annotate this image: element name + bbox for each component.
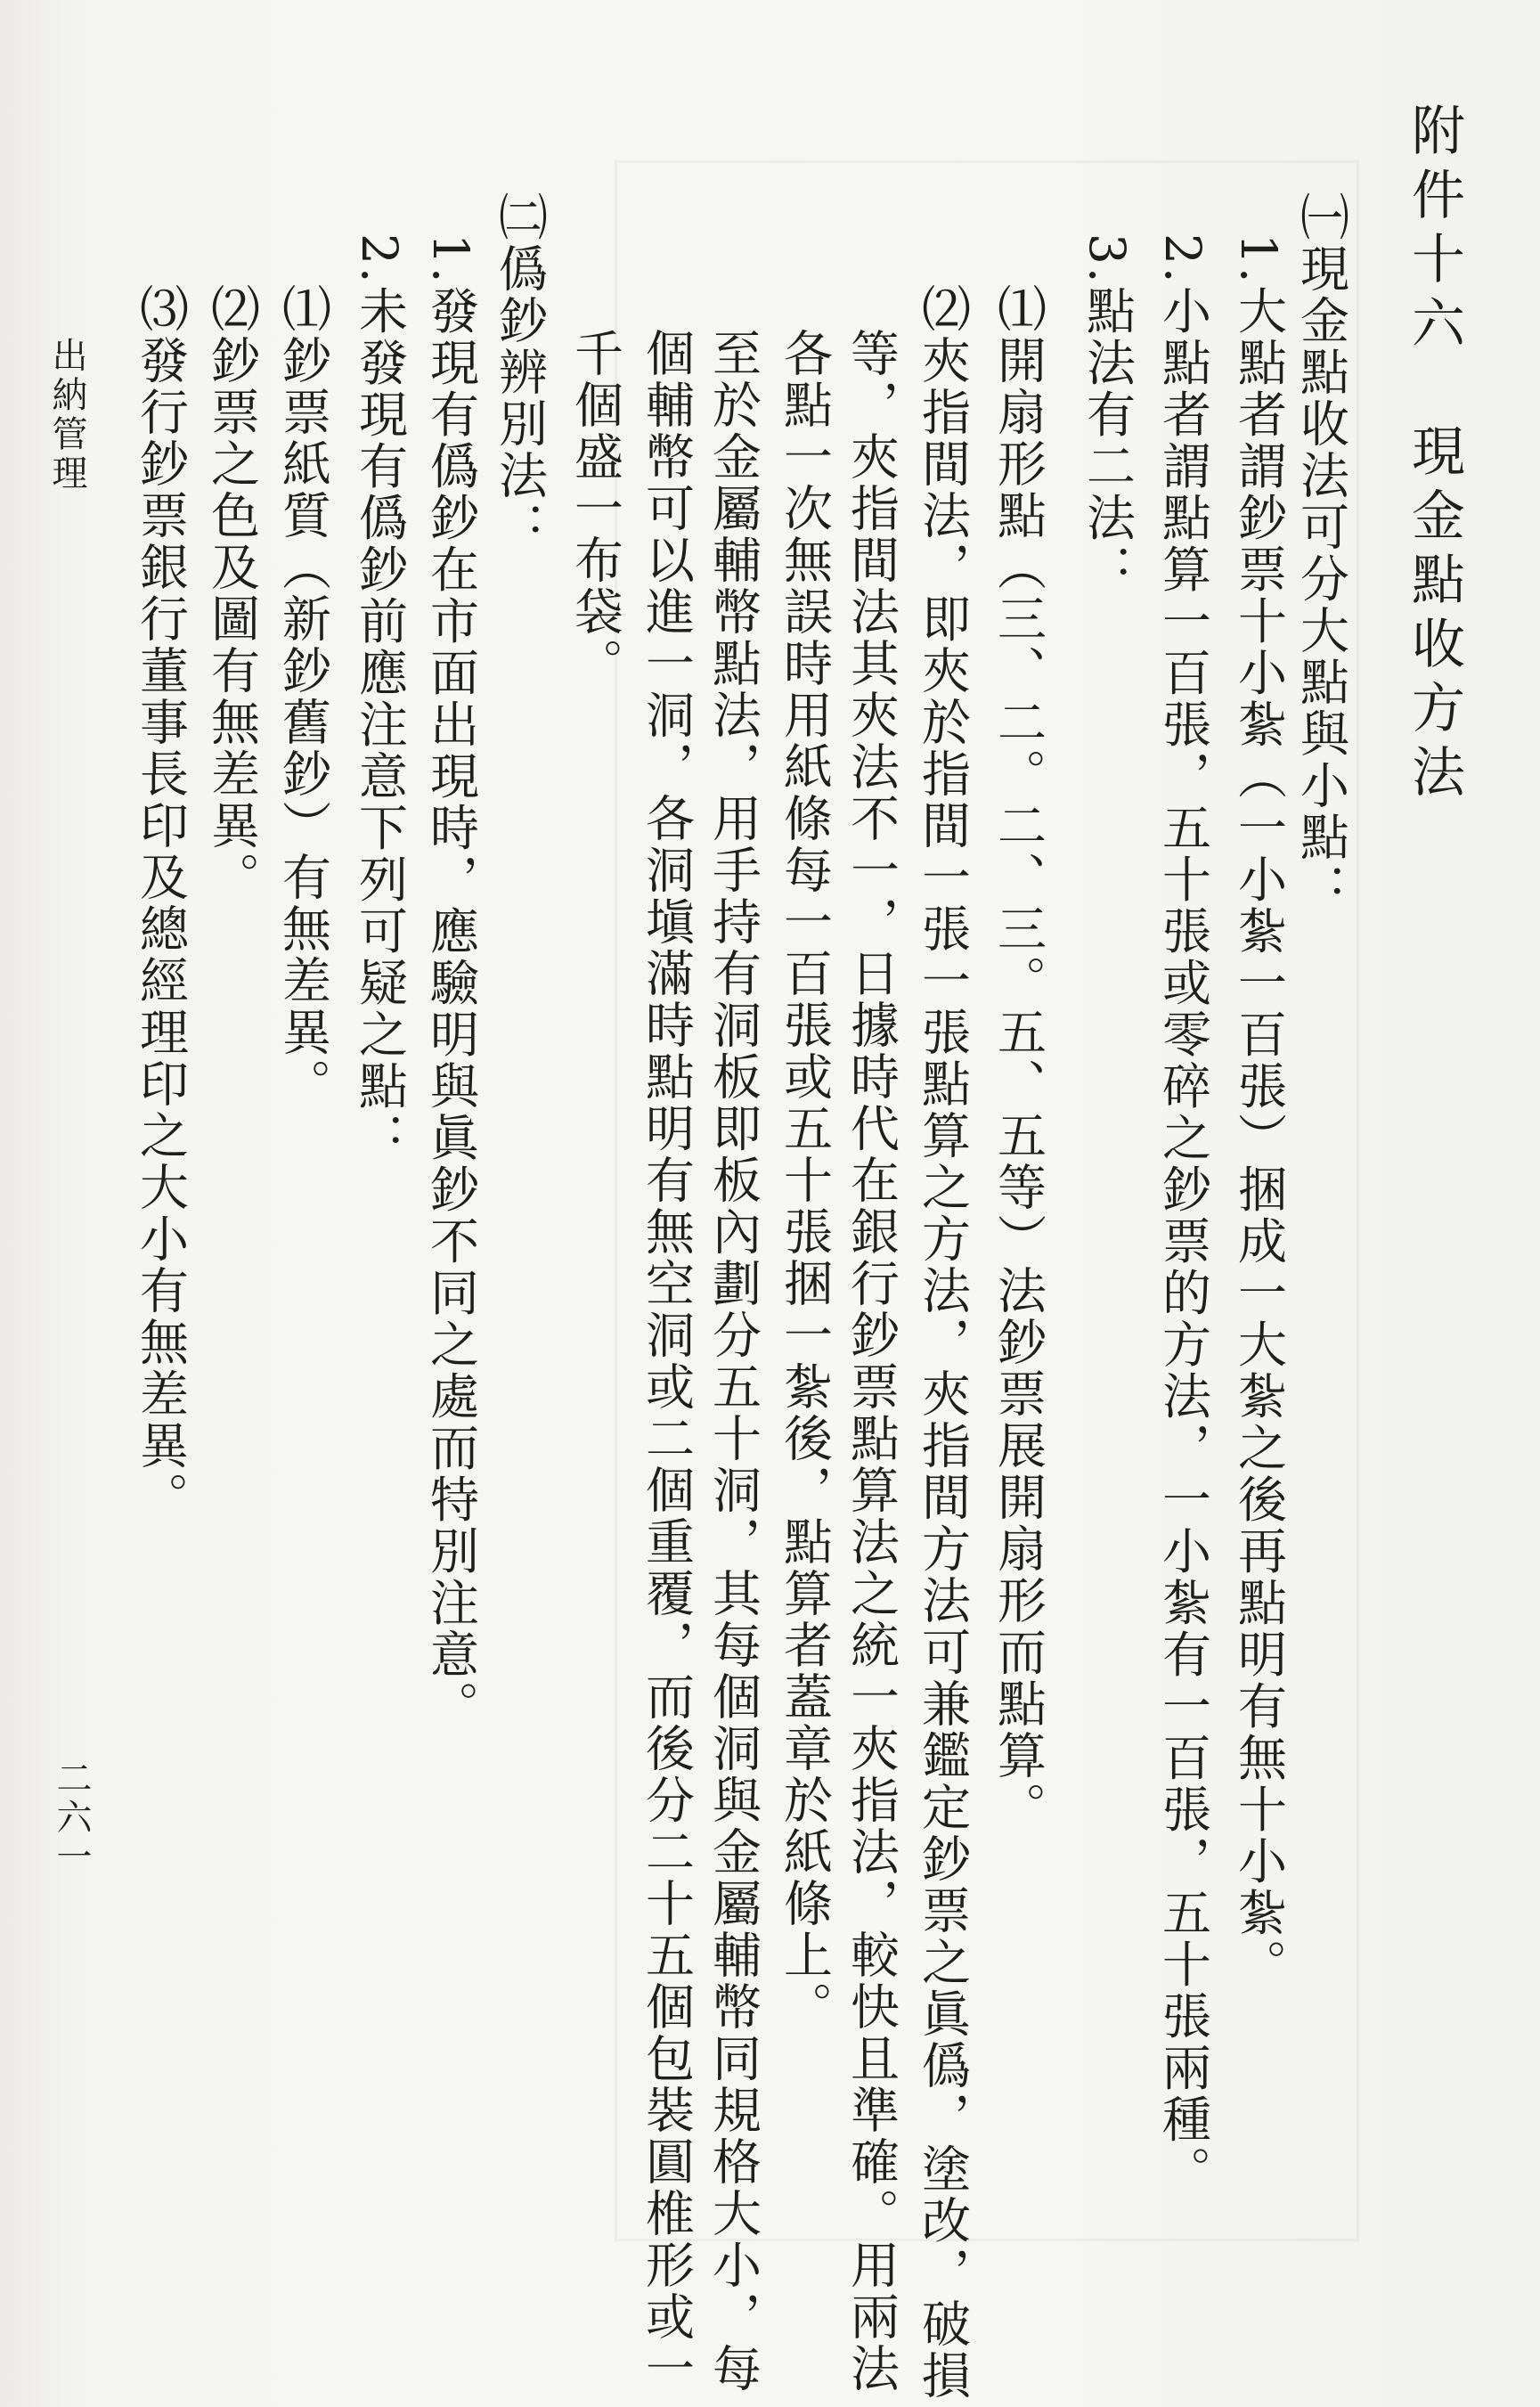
text-line: 至於金屬輔幣點法，用手持有洞板即板內劃分五十洞，其每個洞與金屬輔幣同規格大小，每 (705, 328, 762, 2395)
text-line: ⑶發行鈔票銀行董事長印及總經理印之大小有無差異。 (132, 283, 189, 1523)
text-line: ⑴鈔票紙質（新鈔舊鈔）有無差異。 (274, 283, 331, 1110)
text-line: 3.點法有二法： (1079, 233, 1136, 596)
text-line: 1.大點者謂鈔票十小紮（一小紮一百張）捆成一大紮之後再點明有無十小紮。 (1230, 233, 1287, 1991)
text-line: 1.發現有僞鈔在市面出現時，應驗明與眞鈔不同之處而特別注意。 (422, 233, 479, 1733)
text-line: 各點一次無誤時用紙條每一百張或五十張捆一紮後，點算者蓋章於紙條上。 (776, 328, 833, 2033)
section-heading-2: ㈡僞鈔辨別法： (491, 192, 548, 553)
text-line: ⑵鈔票之色及圖有無差異。 (203, 283, 260, 903)
text-line: ⑴開扇形點（三、二。二、三。五、五等）法鈔票展開扇形而點算。 (990, 283, 1047, 1833)
text-line: 千個盛一布袋。 (566, 328, 623, 689)
text-line: ⑵夾指間法，即夾於指間一張一張點算之方法，夾指間方法可兼鑑定鈔票之眞僞，塗改，破損 (914, 283, 971, 2402)
running-head: 出納管理 (46, 337, 87, 494)
section-heading-1: ㈠現金點收法可分大點與小點： (1292, 192, 1349, 915)
text-line: 2.小點者謂點算一百張，五十張或零碎之鈔票的方法，一小紮有一百張，五十張兩種。 (1154, 233, 1211, 2198)
page-number: 二六一 (51, 1759, 92, 1877)
page-title: 附件十六 現金點收方法 (1403, 102, 1465, 808)
text-line: 2.未發現有僞鈔前應注意下列可疑之點： (351, 233, 408, 1164)
text-line: 等，夾指間法其夾法不一，日據時代在銀行鈔票點算法之統一夾指法，較快且準確。用兩法 (843, 328, 900, 2395)
text-line: 個輔幣可以進一洞，各洞塡滿時點明有無空洞或二個重覆，而後分二十五個包裝圓椎形或一 (638, 328, 695, 2395)
